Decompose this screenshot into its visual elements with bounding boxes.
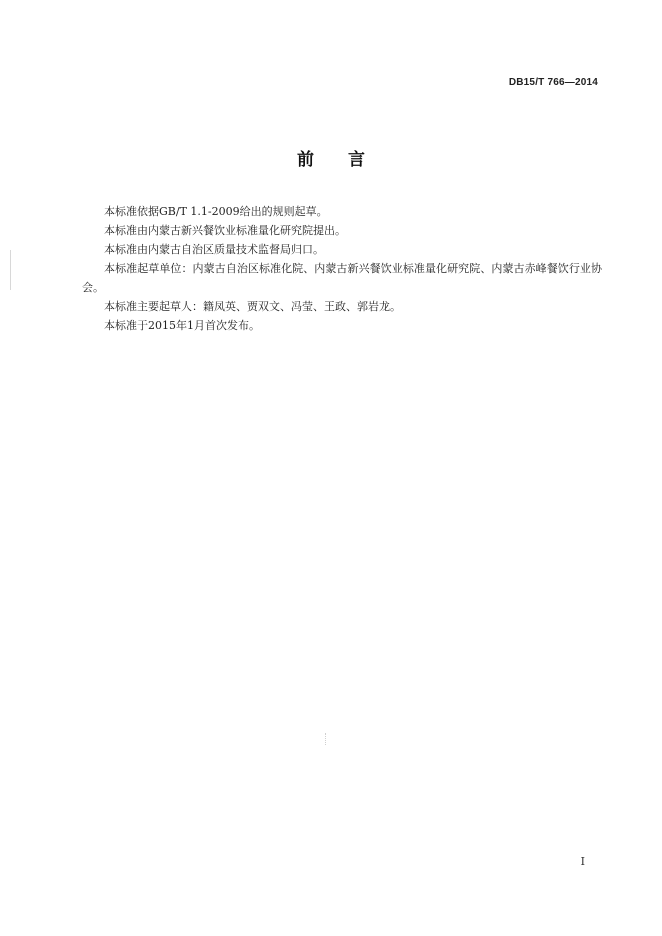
paragraph-first-release: 本标准于2015年1月首次发布。 <box>104 319 260 332</box>
scan-smudge-mark <box>325 733 330 745</box>
paragraph-under-jurisdiction: 本标准由内蒙古自治区质量技术监督局归口。 <box>104 243 324 256</box>
foreword-body <box>82 202 602 335</box>
paragraph-drafting-rules: 本标准依据GB/T 1.1-2009给出的规则起草。 <box>104 205 328 218</box>
paragraph-main-drafters: 本标准主要起草人：籍凤英、贾双文、冯莹、王政、郭岩龙。 <box>104 300 401 313</box>
paragraph-proposed-by: 本标准由内蒙古新兴餐饮业标准量化研究院提出。 <box>104 224 346 237</box>
scan-edge-mark <box>10 250 11 290</box>
paragraph-drafting-units: 本标准起草单位：内蒙古自治区标准化院、内蒙古新兴餐饮业标准量化研究院、内蒙古赤峰餐饮行业协会。 <box>82 262 602 294</box>
page-number: I <box>580 855 585 868</box>
page-title: 前言 <box>297 150 399 170</box>
document-code: DB15/T 766—2014 <box>508 77 598 88</box>
